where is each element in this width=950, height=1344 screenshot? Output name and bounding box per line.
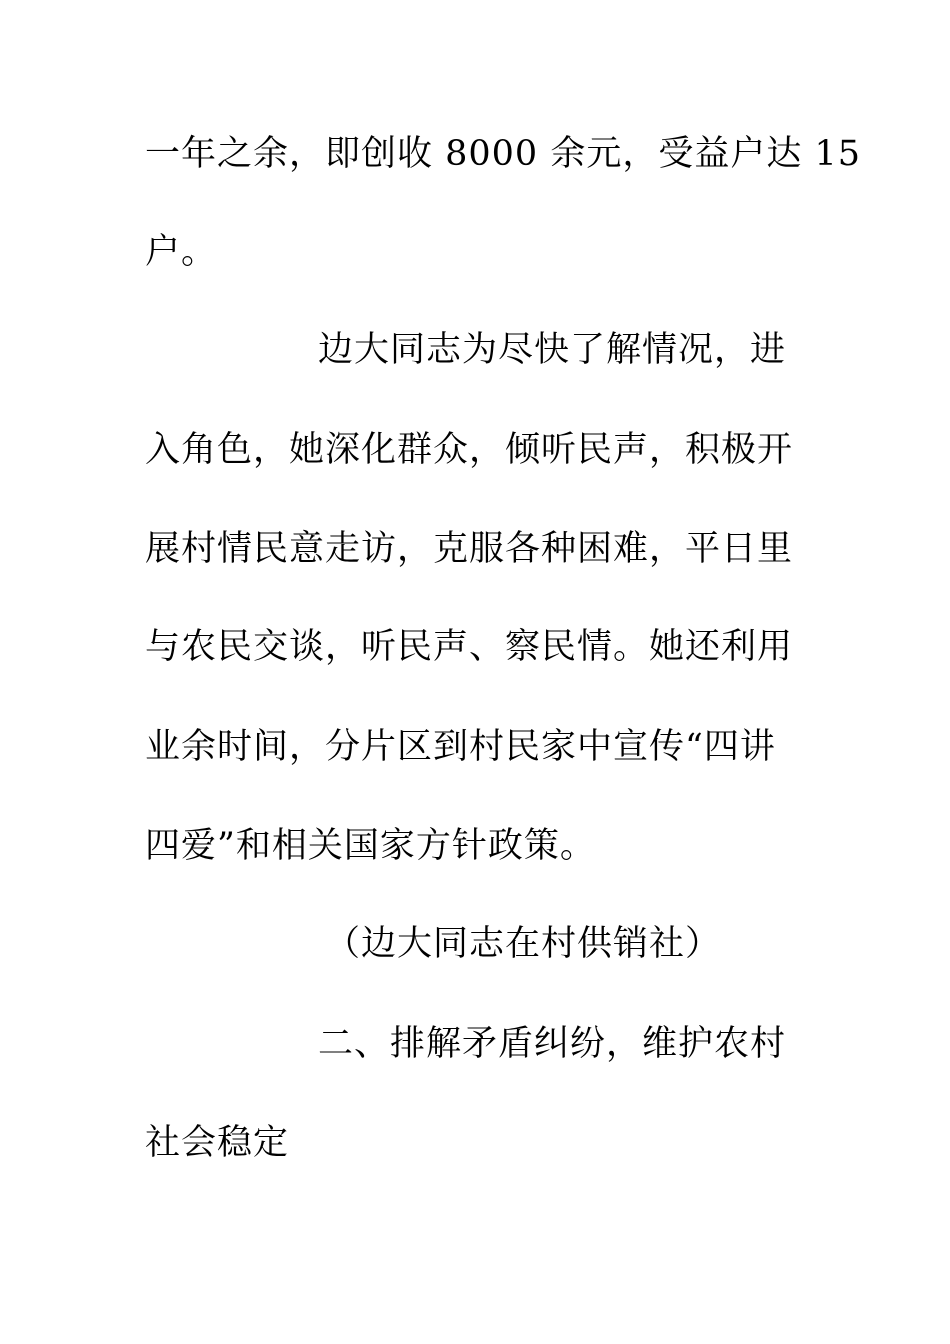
- paragraph-line: 户。: [145, 232, 218, 272]
- paragraph-line: 入角色，她深化群众，倾听民声，积极开: [145, 430, 794, 470]
- section-heading-continued: 社会稳定: [145, 1123, 290, 1163]
- paragraph-line: 与农民交谈，听民声、察民情。她还利用: [145, 627, 794, 667]
- paragraph-line: 四爱”和相关国家方针政策。: [145, 826, 596, 866]
- section-heading: 二、排解矛盾纠纷，维护农村: [318, 1024, 787, 1064]
- paragraph-line: 一年之余，即创收 8000 余元，受益户达 15: [145, 134, 861, 174]
- paragraph-line: 展村情民意走访，克服各种困难，平日里: [145, 529, 794, 569]
- paragraph-line: 业余时间，分片区到村民家中宣传“四讲: [145, 727, 776, 767]
- paragraph-line: 边大同志为尽快了解情况，进: [318, 330, 787, 370]
- photo-caption: （边大同志在村供销社）: [325, 924, 722, 964]
